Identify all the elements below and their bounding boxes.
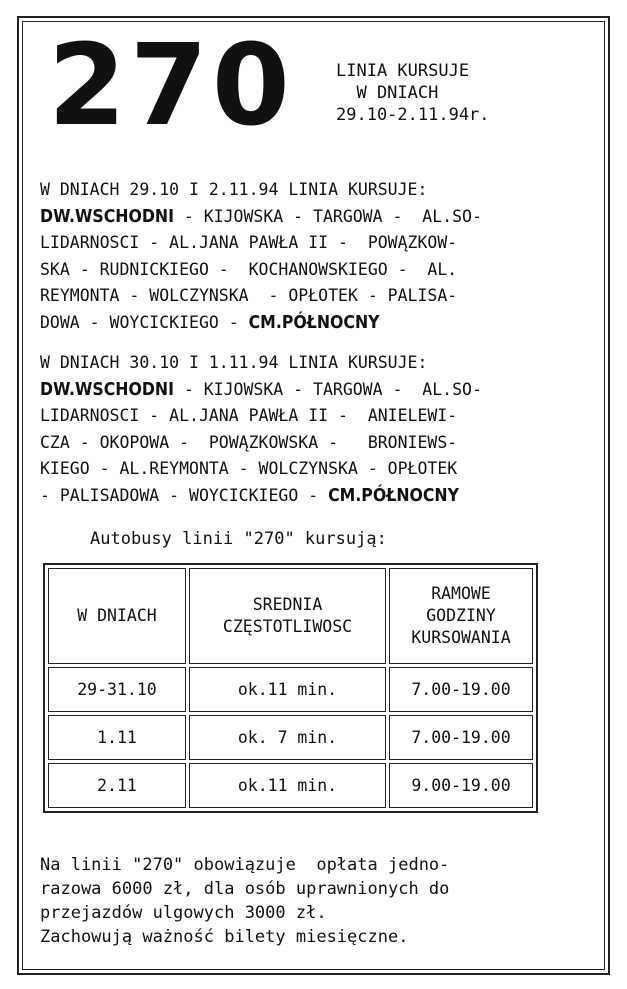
route-2 — [40, 350, 482, 510]
route-1-line: SKA - RUDNICKIEGO - KOCHANOWSKIEGO - AL. — [40, 259, 458, 279]
schedule-caption: Autobusy linii "270" kursują: — [90, 529, 387, 549]
table-header-row — [48, 568, 533, 664]
route-1 — [40, 177, 482, 337]
cell-frequency: ok.11 min. — [189, 763, 386, 808]
header-days — [48, 568, 186, 664]
header-line: W DNIACH — [77, 606, 157, 625]
cell-hours: 9.00-19.00 — [389, 763, 533, 808]
route-1-text: DOWA - WOYCICKIEGO - — [40, 312, 249, 332]
schedule-table — [43, 563, 538, 813]
route-2-line: CZA - OKOPOWA - POWĄZKOWSKA - BRONIEWS- — [40, 432, 458, 452]
header-line: RAMOWE — [431, 584, 491, 603]
route-2-line: KIEGO - AL.REYMONTA - WOLCZYNSKA - OPŁOTEK — [40, 459, 458, 479]
cell-hours: 7.00-19.00 — [389, 715, 533, 760]
fare-notice-line: przejazdów ulgowych 3000 zł. — [40, 903, 327, 923]
cell-hours: 7.00-19.00 — [389, 667, 533, 712]
header-note-line: W DNIACH — [336, 83, 439, 103]
cell-frequency: ok. 7 min. — [189, 715, 386, 760]
header-note-line: LINIA KURSUJE — [336, 61, 470, 81]
route-1-line: REYMONTA - WOLCZYNSKA - OPŁOTEK - PALISA- — [40, 286, 458, 306]
route-1-text: - KIJOWSKA - TARGOWA - AL.SO- — [173, 206, 482, 226]
header-frequency — [189, 568, 386, 664]
table-row — [48, 667, 533, 712]
route-2-line — [40, 483, 482, 510]
header-note — [336, 60, 490, 126]
route-1-start: DW.WSCHODNI — [40, 206, 174, 227]
route-2-line — [40, 377, 482, 404]
header-line: GODZINY — [426, 606, 496, 625]
route-2-line: LIDARNOSCI - AL.JANA PAWŁA II - ANIELEWI- — [40, 406, 458, 426]
header-hours — [389, 568, 533, 664]
cell-frequency: ok.11 min. — [189, 667, 386, 712]
route-1-end: CM.PÓŁNOCNY — [248, 312, 380, 333]
route-1-line: LIDARNOSCI - AL.JANA PAWŁA II - POWĄZKOW- — [40, 233, 458, 253]
route-1-heading: W DNIACH 29.10 I 2.11.94 LINIA KURSUJE: — [40, 180, 428, 199]
header-note-line: 29.10-2.11.94r. — [336, 105, 490, 125]
cell-days: 2.11 — [48, 763, 186, 808]
table-row — [48, 715, 533, 760]
route-2-text: - PALISADOWA - WOYCICKIEGO - — [40, 485, 329, 505]
table-row — [48, 763, 533, 808]
fare-notice — [40, 853, 449, 949]
route-2-start: DW.WSCHODNI — [40, 379, 174, 400]
fare-notice-line: razowa 6000 zł, dla osób uprawnionych do — [40, 879, 450, 899]
fare-notice-line: Na linii "270" obowiązuje opłata jedno- — [40, 855, 450, 875]
fare-notice-line: Zachowują ważność bilety miesięczne. — [40, 927, 409, 947]
route-1-line — [40, 310, 482, 337]
header-line: CZĘSTOTLIWOSC — [222, 617, 353, 636]
line-number: 270 — [48, 21, 294, 151]
route-2-heading: W DNIACH 30.10 I 1.11.94 LINIA KURSUJE: — [40, 353, 428, 372]
cell-days: 1.11 — [48, 715, 186, 760]
header-line: SREDNIA — [252, 595, 323, 614]
route-1-line — [40, 204, 482, 231]
route-2-text: - KIJOWSKA - TARGOWA - AL.SO- — [173, 379, 482, 399]
cell-days: 29-31.10 — [48, 667, 186, 712]
header-line: KURSOWANIA — [411, 628, 511, 647]
route-2-end: CM.PÓŁNOCNY — [328, 485, 460, 506]
